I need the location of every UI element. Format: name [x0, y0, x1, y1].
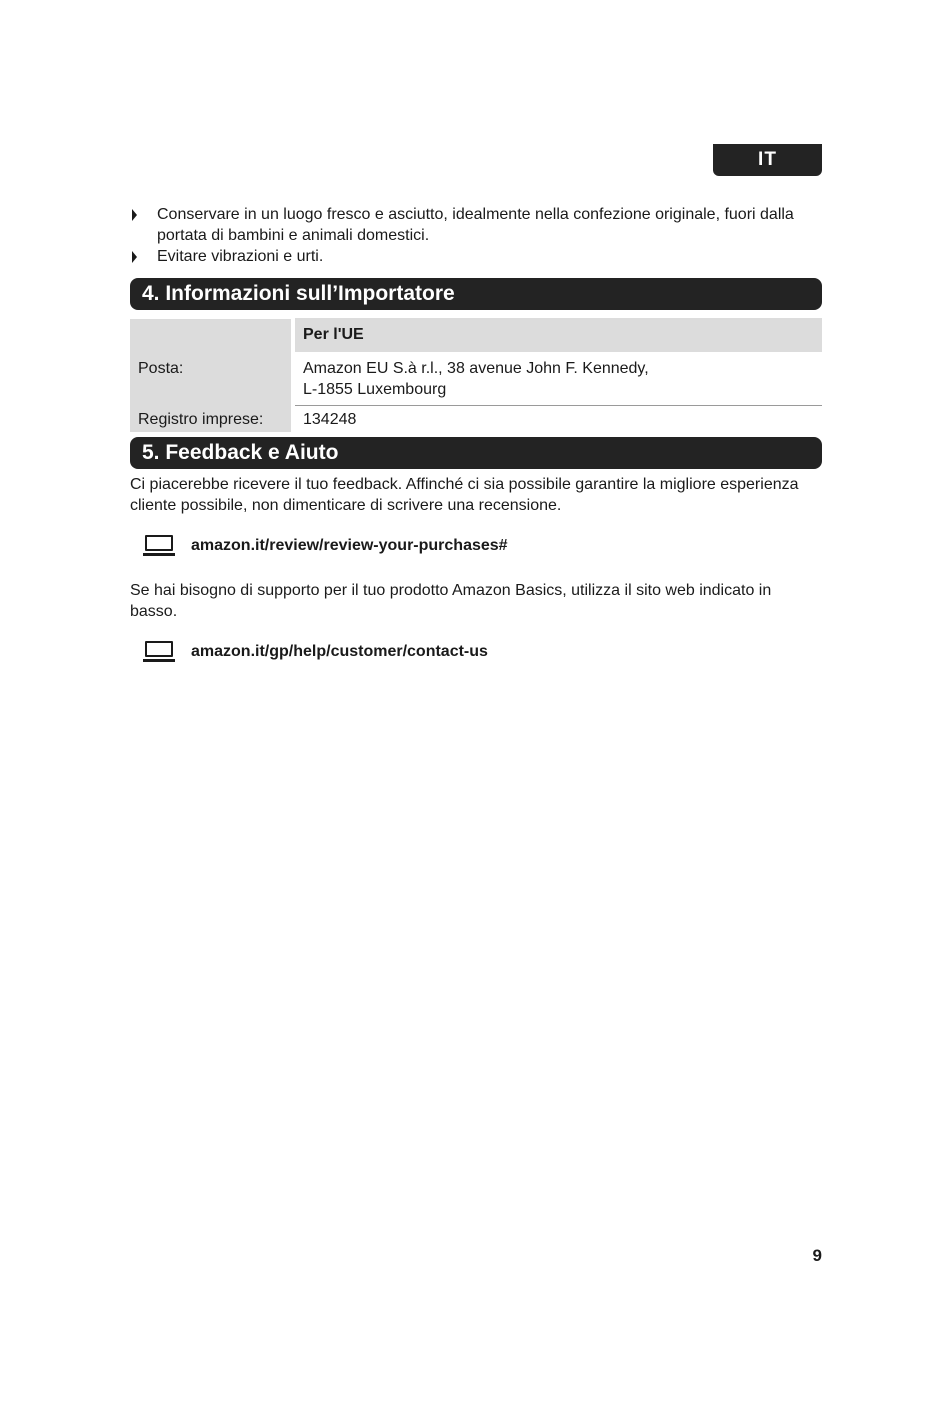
table-value-cell: 134248: [303, 411, 357, 428]
bullet-arrow-icon: [132, 251, 137, 263]
laptop-icon: [143, 535, 175, 557]
review-link-row: [143, 534, 508, 558]
table-label-cell: Posta:: [130, 352, 295, 406]
address-line-2: L-1855 Luxembourg: [303, 381, 447, 398]
bullet-text: Evitare vibrazioni e urti.: [157, 248, 324, 265]
table-header-empty-cell: [130, 318, 295, 352]
contact-link-row: [143, 640, 488, 664]
bullet-text: Conservare in un luogo fresco e asciutto, idealmente nella confezione originale, fuori dalla portata di bambini e animali domestici.: [157, 206, 794, 244]
bullet-item: [130, 246, 822, 267]
language-tab: IT: [713, 144, 822, 176]
review-link[interactable]: amazon.it/review/review-your-purchases#: [191, 537, 508, 554]
feedback-paragraph: Ci piacerebbe ricevere il tuo feedback. Affinché ci sia possibile garantire la migliore esperienza cliente possibile, non dimenticare di scrivere una recensione.: [130, 476, 799, 514]
contact-link[interactable]: amazon.it/gp/help/customer/contact-us: [191, 643, 488, 660]
table-header-row: [130, 318, 822, 352]
table-value-cell: [295, 352, 822, 406]
section-5-heading: 5. Feedback e Aiuto: [130, 437, 822, 469]
section-4-heading: 4. Informazioni sull’Importatore: [130, 278, 822, 310]
address-line-1: Amazon EU S.à r.l., 38 avenue John F. Kennedy,: [303, 360, 649, 377]
table-label-cell: Registro imprese:: [130, 406, 295, 432]
laptop-icon: [143, 641, 175, 663]
table-header-cell: Per l'UE: [295, 318, 822, 352]
bullet-arrow-icon: [132, 209, 137, 221]
page-number: 9: [812, 1246, 822, 1265]
storage-bullet-list: [130, 204, 822, 267]
table-row: [130, 406, 822, 432]
support-paragraph: Se hai bisogno di supporto per il tuo prodotto Amazon Basics, utilizza il sito web indicato in basso.: [130, 582, 772, 620]
bullet-item: [130, 204, 822, 246]
importer-table: [130, 318, 822, 432]
table-row: [130, 352, 822, 406]
